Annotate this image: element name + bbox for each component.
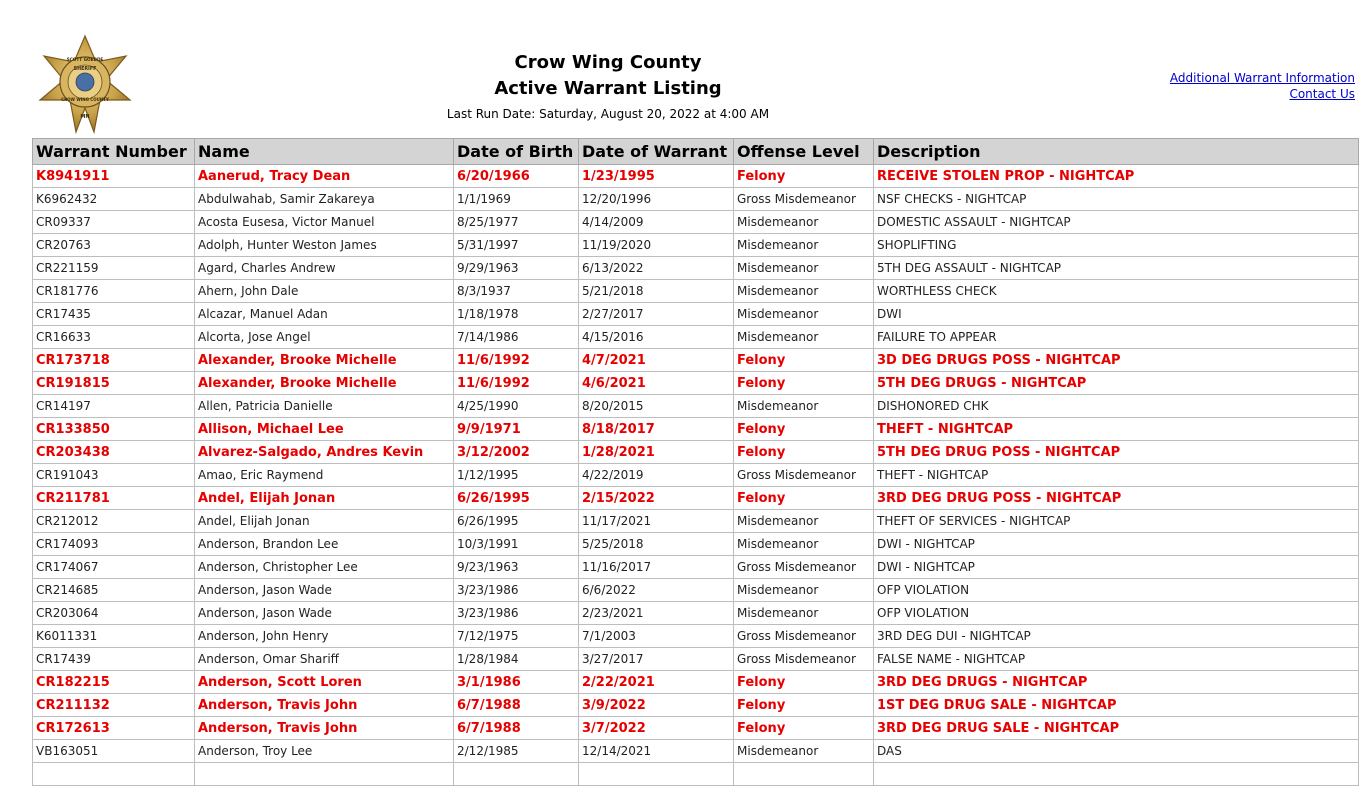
name-cell: Allison, Michael Lee bbox=[195, 418, 454, 441]
description-cell: 3RD DEG DRUG POSS - NIGHTCAP bbox=[874, 487, 1359, 510]
offense-level-cell: Felony bbox=[734, 671, 874, 694]
table-row bbox=[33, 188, 1359, 211]
description-cell: NSF CHECKS - NIGHTCAP bbox=[874, 188, 1359, 211]
name-cell: Adolph, Hunter Weston James bbox=[195, 234, 454, 257]
offense-level-cell: Misdemeanor bbox=[734, 211, 874, 234]
date-of-birth-cell: 1/28/1984 bbox=[454, 648, 579, 671]
svg-text:MN: MN bbox=[80, 114, 90, 120]
description-cell: FAILURE TO APPEAR bbox=[874, 326, 1359, 349]
date-of-birth-cell: 3/23/1986 bbox=[454, 579, 579, 602]
date-of-warrant-cell: 6/13/2022 bbox=[579, 257, 734, 280]
name-cell: Anderson, Christopher Lee bbox=[195, 556, 454, 579]
warrant-number-cell: CR14197 bbox=[33, 395, 195, 418]
date-of-warrant-cell: 6/6/2022 bbox=[579, 579, 734, 602]
warrant-number-cell: CR09337 bbox=[33, 211, 195, 234]
name-cell: Anderson, Travis John bbox=[195, 694, 454, 717]
offense-level-cell: Misdemeanor bbox=[734, 326, 874, 349]
date-of-birth-cell: 5/31/1997 bbox=[454, 234, 579, 257]
date-of-warrant-cell: 2/22/2021 bbox=[579, 671, 734, 694]
date-of-birth-cell: 1/1/1969 bbox=[454, 188, 579, 211]
warrant-number-cell: CR17435 bbox=[33, 303, 195, 326]
date-of-warrant-cell: 2/23/2021 bbox=[579, 602, 734, 625]
table-row bbox=[33, 579, 1359, 602]
warrant-number-cell: CR211781 bbox=[33, 487, 195, 510]
offense-level-cell: Misdemeanor bbox=[734, 395, 874, 418]
table-row bbox=[33, 694, 1359, 717]
table-row bbox=[33, 303, 1359, 326]
offense-level-cell: Misdemeanor bbox=[734, 602, 874, 625]
additional-warrant-info-link[interactable]: Additional Warrant Information bbox=[1169, 71, 1355, 85]
warrant-number-cell bbox=[33, 763, 195, 786]
description-cell: OFP VIOLATION bbox=[874, 602, 1359, 625]
warrant-number-cell: CR173718 bbox=[33, 349, 195, 372]
description-cell: THEFT - NIGHTCAP bbox=[874, 464, 1359, 487]
offense-level-cell: Misdemeanor bbox=[734, 234, 874, 257]
offense-level-cell: Gross Misdemeanor bbox=[734, 648, 874, 671]
warrant-number-cell: CR17439 bbox=[33, 648, 195, 671]
offense-level-cell: Felony bbox=[734, 487, 874, 510]
warrant-number-cell: CR133850 bbox=[33, 418, 195, 441]
table-row bbox=[33, 464, 1359, 487]
warrant-number-cell: CR203438 bbox=[33, 441, 195, 464]
date-of-birth-cell: 6/7/1988 bbox=[454, 694, 579, 717]
name-cell: Acosta Eusesa, Victor Manuel bbox=[195, 211, 454, 234]
name-cell: Anderson, Jason Wade bbox=[195, 579, 454, 602]
table-row bbox=[33, 257, 1359, 280]
table-row bbox=[33, 533, 1359, 556]
offense-level-cell: Gross Misdemeanor bbox=[734, 556, 874, 579]
page-header bbox=[0, 0, 1366, 138]
name-cell: Abdulwahab, Samir Zakareya bbox=[195, 188, 454, 211]
date-of-warrant-cell: 4/6/2021 bbox=[579, 372, 734, 395]
warrant-number-cell: K6962432 bbox=[33, 188, 195, 211]
date-of-warrant-cell: 3/9/2022 bbox=[579, 694, 734, 717]
date-of-birth-cell: 3/12/2002 bbox=[454, 441, 579, 464]
table-row bbox=[33, 671, 1359, 694]
date-of-warrant-cell: 8/20/2015 bbox=[579, 395, 734, 418]
name-cell: Anderson, Jason Wade bbox=[195, 602, 454, 625]
name-cell: Alvarez-Salgado, Andres Kevin bbox=[195, 441, 454, 464]
date-of-birth-cell: 7/12/1975 bbox=[454, 625, 579, 648]
table-row bbox=[33, 487, 1359, 510]
name-cell: Andel, Elijah Jonan bbox=[195, 510, 454, 533]
description-cell: 5TH DEG DRUG POSS - NIGHTCAP bbox=[874, 441, 1359, 464]
offense-level-cell: Misdemeanor bbox=[734, 740, 874, 763]
name-cell: Amao, Eric Raymend bbox=[195, 464, 454, 487]
date-of-warrant-cell: 2/15/2022 bbox=[579, 487, 734, 510]
sheriff-badge-logo bbox=[34, 34, 136, 136]
date-of-birth-cell: 4/25/1990 bbox=[454, 395, 579, 418]
date-of-warrant-cell: 11/17/2021 bbox=[579, 510, 734, 533]
warrant-number-cell: CR172613 bbox=[33, 717, 195, 740]
description-cell: DAS bbox=[874, 740, 1359, 763]
date-of-birth-cell: 8/3/1937 bbox=[454, 280, 579, 303]
description-cell: 3RD DEG DRUG SALE - NIGHTCAP bbox=[874, 717, 1359, 740]
date-of-birth-cell: 8/25/1977 bbox=[454, 211, 579, 234]
date-of-warrant-cell bbox=[579, 763, 734, 786]
header-links bbox=[1170, 70, 1355, 102]
name-cell: Anderson, Brandon Lee bbox=[195, 533, 454, 556]
description-cell: FALSE NAME - NIGHTCAP bbox=[874, 648, 1359, 671]
date-of-warrant-cell: 8/18/2017 bbox=[579, 418, 734, 441]
offense-level-cell: Misdemeanor bbox=[734, 257, 874, 280]
warrant-number-cell: CR221159 bbox=[33, 257, 195, 280]
warrant-number-cell: CR20763 bbox=[33, 234, 195, 257]
date-of-birth-cell: 7/14/1986 bbox=[454, 326, 579, 349]
description-cell: DWI bbox=[874, 303, 1359, 326]
offense-level-cell: Felony bbox=[734, 165, 874, 188]
title-block bbox=[400, 50, 816, 121]
description-cell: 5TH DEG DRUGS - NIGHTCAP bbox=[874, 372, 1359, 395]
description-cell: DOMESTIC ASSAULT - NIGHTCAP bbox=[874, 211, 1359, 234]
description-cell: 5TH DEG ASSAULT - NIGHTCAP bbox=[874, 257, 1359, 280]
table-row bbox=[33, 211, 1359, 234]
offense-level-cell: Misdemeanor bbox=[734, 303, 874, 326]
date-of-birth-cell: 9/29/1963 bbox=[454, 257, 579, 280]
table-row bbox=[33, 372, 1359, 395]
date-of-birth-cell: 9/9/1971 bbox=[454, 418, 579, 441]
offense-level-cell: Gross Misdemeanor bbox=[734, 464, 874, 487]
name-cell: Allen, Patricia Danielle bbox=[195, 395, 454, 418]
date-of-birth-cell: 1/18/1978 bbox=[454, 303, 579, 326]
table-row bbox=[33, 326, 1359, 349]
description-cell: THEFT - NIGHTCAP bbox=[874, 418, 1359, 441]
offense-level-cell: Felony bbox=[734, 694, 874, 717]
date-of-warrant-cell: 5/21/2018 bbox=[579, 280, 734, 303]
offense-level-cell: Felony bbox=[734, 418, 874, 441]
column-header-warrant-number: Warrant Number bbox=[33, 139, 195, 165]
warrant-number-cell: CR191815 bbox=[33, 372, 195, 395]
date-of-warrant-cell: 3/7/2022 bbox=[579, 717, 734, 740]
offense-level-cell: Felony bbox=[734, 441, 874, 464]
date-of-warrant-cell: 4/15/2016 bbox=[579, 326, 734, 349]
description-cell: 1ST DEG DRUG SALE - NIGHTCAP bbox=[874, 694, 1359, 717]
warrant-number-cell: CR182215 bbox=[33, 671, 195, 694]
description-cell: 3RD DEG DRUGS - NIGHTCAP bbox=[874, 671, 1359, 694]
table-row bbox=[33, 648, 1359, 671]
date-of-birth-cell: 11/6/1992 bbox=[454, 349, 579, 372]
description-cell: OFP VIOLATION bbox=[874, 579, 1359, 602]
date-of-birth-cell: 9/23/1963 bbox=[454, 556, 579, 579]
table-row bbox=[33, 556, 1359, 579]
date-of-warrant-cell: 5/25/2018 bbox=[579, 533, 734, 556]
column-header-description: Description bbox=[874, 139, 1359, 165]
warrant-number-cell: CR191043 bbox=[33, 464, 195, 487]
table-row bbox=[33, 165, 1359, 188]
table-row bbox=[33, 625, 1359, 648]
column-header-date-of-birth: Date of Birth bbox=[454, 139, 579, 165]
warrant-number-cell: CR203064 bbox=[33, 602, 195, 625]
date-of-birth-cell: 6/26/1995 bbox=[454, 487, 579, 510]
offense-level-cell: Misdemeanor bbox=[734, 579, 874, 602]
description-cell: DWI - NIGHTCAP bbox=[874, 533, 1359, 556]
offense-level-cell: Gross Misdemeanor bbox=[734, 625, 874, 648]
table-row bbox=[33, 441, 1359, 464]
warrant-table bbox=[32, 138, 1359, 786]
name-cell: Alcazar, Manuel Adan bbox=[195, 303, 454, 326]
description-cell: 3D DEG DRUGS POSS - NIGHTCAP bbox=[874, 349, 1359, 372]
name-cell: Aanerud, Tracy Dean bbox=[195, 165, 454, 188]
description-cell: 3RD DEG DUI - NIGHTCAP bbox=[874, 625, 1359, 648]
date-of-birth-cell bbox=[454, 763, 579, 786]
date-of-warrant-cell: 1/23/1995 bbox=[579, 165, 734, 188]
name-cell: Alcorta, Jose Angel bbox=[195, 326, 454, 349]
svg-text:SHERIFF: SHERIFF bbox=[73, 67, 97, 72]
name-cell: Anderson, Scott Loren bbox=[195, 671, 454, 694]
name-cell: Agard, Charles Andrew bbox=[195, 257, 454, 280]
date-of-warrant-cell: 4/22/2019 bbox=[579, 464, 734, 487]
column-header-name: Name bbox=[195, 139, 454, 165]
date-of-warrant-cell: 4/7/2021 bbox=[579, 349, 734, 372]
description-cell: THEFT OF SERVICES - NIGHTCAP bbox=[874, 510, 1359, 533]
name-cell: Ahern, John Dale bbox=[195, 280, 454, 303]
listing-title: Active Warrant Listing bbox=[494, 78, 722, 99]
date-of-birth-cell: 6/7/1988 bbox=[454, 717, 579, 740]
svg-text:SCOTT GOEDDE: SCOTT GOEDDE bbox=[66, 57, 104, 62]
date-of-birth-cell: 10/3/1991 bbox=[454, 533, 579, 556]
date-of-warrant-cell: 7/1/2003 bbox=[579, 625, 734, 648]
description-cell: SHOPLIFTING bbox=[874, 234, 1359, 257]
offense-level-cell bbox=[734, 763, 874, 786]
offense-level-cell: Misdemeanor bbox=[734, 510, 874, 533]
date-of-warrant-cell: 11/19/2020 bbox=[579, 234, 734, 257]
offense-level-cell: Felony bbox=[734, 717, 874, 740]
description-cell: DWI - NIGHTCAP bbox=[874, 556, 1359, 579]
description-cell: DISHONORED CHK bbox=[874, 395, 1359, 418]
date-of-warrant-cell: 11/16/2017 bbox=[579, 556, 734, 579]
contact-us-link[interactable]: Contact Us bbox=[1289, 87, 1355, 101]
date-of-warrant-cell: 3/27/2017 bbox=[579, 648, 734, 671]
warrant-number-cell: CR212012 bbox=[33, 510, 195, 533]
date-of-birth-cell: 6/20/1966 bbox=[454, 165, 579, 188]
date-of-birth-cell: 11/6/1992 bbox=[454, 372, 579, 395]
name-cell: Alexander, Brooke Michelle bbox=[195, 349, 454, 372]
date-of-birth-cell: 3/1/1986 bbox=[454, 671, 579, 694]
table-row bbox=[33, 763, 1359, 786]
date-of-warrant-cell: 12/14/2021 bbox=[579, 740, 734, 763]
county-title: Crow Wing County bbox=[514, 52, 702, 73]
offense-level-cell: Gross Misdemeanor bbox=[734, 188, 874, 211]
table-row bbox=[33, 349, 1359, 372]
warrant-number-cell: CR16633 bbox=[33, 326, 195, 349]
warrant-number-cell: CR181776 bbox=[33, 280, 195, 303]
name-cell bbox=[195, 763, 454, 786]
date-of-birth-cell: 6/26/1995 bbox=[454, 510, 579, 533]
name-cell: Anderson, Troy Lee bbox=[195, 740, 454, 763]
last-run-date: Last Run Date: Saturday, August 20, 2022 at 4:00 AM bbox=[446, 107, 770, 121]
column-header-offense-level: Offense Level bbox=[734, 139, 874, 165]
warrant-number-cell: CR214685 bbox=[33, 579, 195, 602]
warrant-number-cell: K6011331 bbox=[33, 625, 195, 648]
table-row bbox=[33, 717, 1359, 740]
column-header-date-of-warrant: Date of Warrant bbox=[579, 139, 734, 165]
table-row bbox=[33, 280, 1359, 303]
date-of-warrant-cell: 1/28/2021 bbox=[579, 441, 734, 464]
table-header-row bbox=[33, 139, 1359, 165]
warrant-number-cell: VB163051 bbox=[33, 740, 195, 763]
name-cell: Andel, Elijah Jonan bbox=[195, 487, 454, 510]
warrant-number-cell: CR211132 bbox=[33, 694, 195, 717]
name-cell: Anderson, Travis John bbox=[195, 717, 454, 740]
description-cell: RECEIVE STOLEN PROP - NIGHTCAP bbox=[874, 165, 1359, 188]
table-row bbox=[33, 234, 1359, 257]
warrant-rows bbox=[33, 165, 1359, 786]
warrant-number-cell: CR174093 bbox=[33, 533, 195, 556]
offense-level-cell: Misdemeanor bbox=[734, 533, 874, 556]
date-of-warrant-cell: 4/14/2009 bbox=[579, 211, 734, 234]
offense-level-cell: Misdemeanor bbox=[734, 280, 874, 303]
name-cell: Alexander, Brooke Michelle bbox=[195, 372, 454, 395]
warrant-number-cell: K8941911 bbox=[33, 165, 195, 188]
table-row bbox=[33, 418, 1359, 441]
name-cell: Anderson, Omar Shariff bbox=[195, 648, 454, 671]
table-row bbox=[33, 602, 1359, 625]
table-row bbox=[33, 510, 1359, 533]
date-of-birth-cell: 1/12/1995 bbox=[454, 464, 579, 487]
description-cell: WORTHLESS CHECK bbox=[874, 280, 1359, 303]
offense-level-cell: Felony bbox=[734, 372, 874, 395]
name-cell: Anderson, John Henry bbox=[195, 625, 454, 648]
table-row bbox=[33, 740, 1359, 763]
warrant-number-cell: CR174067 bbox=[33, 556, 195, 579]
date-of-warrant-cell: 12/20/1996 bbox=[579, 188, 734, 211]
date-of-birth-cell: 2/12/1985 bbox=[454, 740, 579, 763]
description-cell bbox=[874, 763, 1359, 786]
svg-text:CROW WING COUNTY: CROW WING COUNTY bbox=[61, 97, 109, 102]
date-of-birth-cell: 3/23/1986 bbox=[454, 602, 579, 625]
date-of-warrant-cell: 2/27/2017 bbox=[579, 303, 734, 326]
offense-level-cell: Felony bbox=[734, 349, 874, 372]
table-row bbox=[33, 395, 1359, 418]
